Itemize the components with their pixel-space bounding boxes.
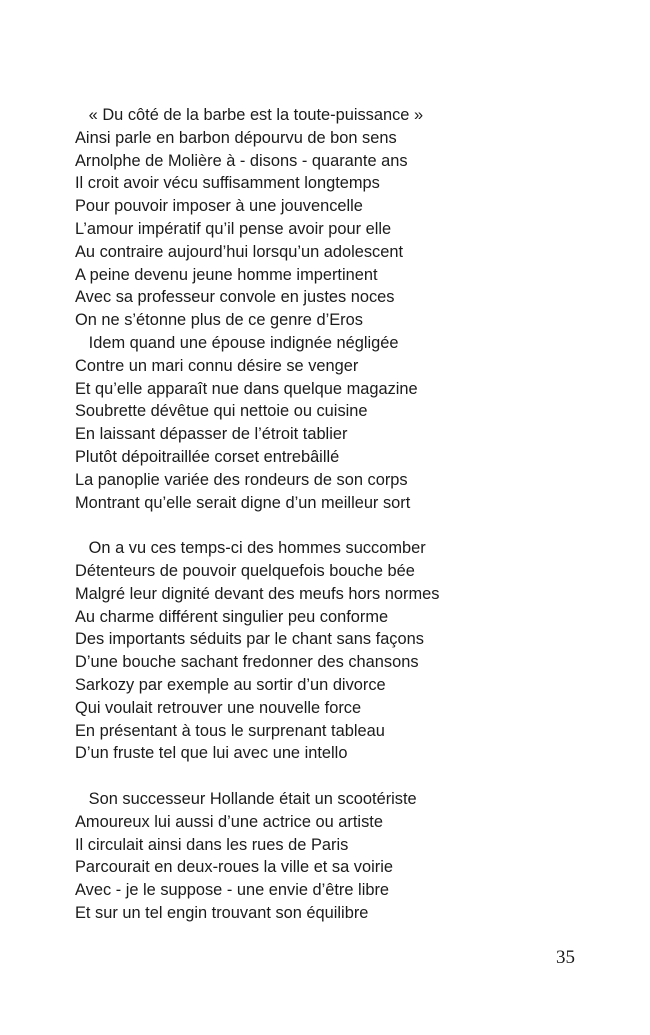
poem-line: On a vu ces temps-ci des hommes succomber xyxy=(75,539,426,558)
poem-line: Ainsi parle en barbon dépourvu de bon sens xyxy=(75,128,397,147)
poem-line: L’amour impératif qu’il pense avoir pour elle xyxy=(75,219,392,238)
stanza-1 xyxy=(75,104,595,514)
poem-text xyxy=(75,104,595,925)
poem-line: Idem quand une épouse indignée négligée xyxy=(75,333,399,352)
poem-line: Il croit avoir vécu suffisamment longtemps xyxy=(75,174,380,193)
poem-line: Au charme différent singulier peu conforme xyxy=(75,607,389,626)
poem-line: Qui voulait retrouver une nouvelle force xyxy=(75,698,362,717)
poem-line: Parcourait en deux-roues la ville et sa voirie xyxy=(75,858,393,877)
poem-line: Soubrette dévêtue qui nettoie ou cuisine xyxy=(75,402,368,421)
poem-line: A peine devenu jeune homme impertinent xyxy=(75,265,378,284)
poem-line: Des importants séduits par le chant sans façons xyxy=(75,630,424,649)
poem-line: Pour pouvoir imposer à une jouvencelle xyxy=(75,197,363,216)
poem-line: Arnolphe de Molière à - disons - quarante ans xyxy=(75,151,408,170)
poem-line: Avec - je le suppose - une envie d’être libre xyxy=(75,881,390,900)
poem-line: La panoplie variée des rondeurs de son corps xyxy=(75,470,408,489)
poem-line: Il circulait ainsi dans les rues de Paris xyxy=(75,835,349,854)
poem-line: Et sur un tel engin trouvant son équilibre xyxy=(75,903,369,922)
stanza-3 xyxy=(75,788,595,925)
poem-line: En présentant à tous le surprenant tableau xyxy=(75,721,385,740)
poem-line: Au contraire aujourd’hui lorsqu’un adolescent xyxy=(75,242,404,261)
poem-line: Montrant qu’elle serait digne d’un meilleur sort xyxy=(75,493,411,512)
poem-line: « Du côté de la barbe est la toute-puissance » xyxy=(75,106,424,124)
poem-line: Amoureux lui aussi d’une actrice ou artiste xyxy=(75,812,383,831)
page-number: 35 xyxy=(556,947,575,968)
poem-line: Et qu’elle apparaît nue dans quelque magazine xyxy=(75,379,418,398)
poem-line: D’un fruste tel que lui avec une intello xyxy=(75,744,348,763)
poem-line: Contre un mari connu désire se venger xyxy=(75,356,359,375)
poem-line: Son successeur Hollande était un scootériste xyxy=(75,789,417,808)
poem-line: D’une bouche sachant fredonner des chansons xyxy=(75,653,419,672)
poem-line: Avec sa professeur convole en justes noces xyxy=(75,288,395,307)
stanza-2 xyxy=(75,537,595,765)
poem-line: Détenteurs de pouvoir quelquefois bouche bée xyxy=(75,561,415,580)
poem-line: Plutôt dépoitraillée corset entrebâillé xyxy=(75,447,340,466)
poem-line: On ne s’étonne plus de ce genre d’Eros xyxy=(75,311,363,330)
poem-line: Sarkozy par exemple au sortir d’un divorce xyxy=(75,675,386,694)
poem-line: Malgré leur dignité devant des meufs hors normes xyxy=(75,584,440,603)
poem-line: En laissant dépasser de l’étroit tablier xyxy=(75,425,348,444)
